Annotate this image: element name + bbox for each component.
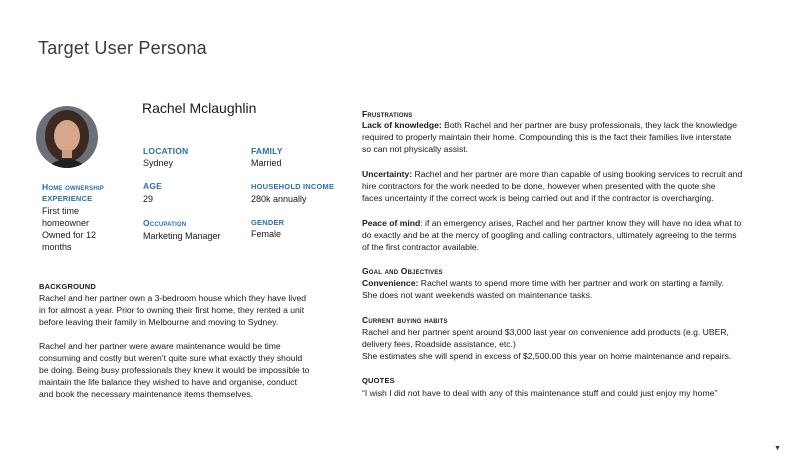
buying-habits-paragraph [362,326,782,362]
caret-down-icon[interactable]: ▼ [774,445,781,452]
home-ownership-value-4: months [42,242,72,252]
goals-lead: Convenience: [362,278,419,288]
buying-habits-heading: Current buying habits [362,315,448,325]
home-ownership-value-2: homeowner [42,218,90,228]
frustrations-heading: Frustrations [362,109,413,119]
family-value: Married [251,158,282,168]
goals-line: She does not want weekends wasted on maintenance tasks. [362,290,593,300]
persona-avatar [36,106,98,168]
background-line: Rachel and her partner were aware maintenance would be time [39,341,281,351]
frustration-peace-line: do exactly and be at the mercy of googling and calling contractors, ultimately agreeing to the terms [362,230,737,240]
frustration-knowledge-line: Both Rachel and her partner are busy professionals, they lack the knowledge [441,120,737,130]
background-line: and book the necessary maintenance items themselves. [39,389,254,399]
frustration-peace-line: : if an emergency arises, Rachel and her partner know they will have no idea what to [420,218,742,228]
age-label: AGE [143,181,163,191]
location-value: Sydney [143,158,174,168]
gender-label: GENDER [251,218,285,227]
age-value: 29 [143,194,154,204]
background-line: be doing. Being busy professionals they knew it would be impossible to [39,365,310,375]
frustration-uncertainty-lead: Uncertainty: [362,169,413,179]
frustration-knowledge-line: required to properly maintain their home. Compounding this is the fact their families live interstate [362,132,732,142]
buying-line: Rachel and her partner spent around $3,000 last year on convenience add products (e.g. UBER, [362,327,729,337]
frustration-uncertainty-line: hire contractors for the work needed to be done, however when presented with the quote she [362,181,716,191]
occupation-value: Marketing Manager [143,231,221,241]
background-line: consuming and costly but weren’t quite sure what exactly they should [39,353,303,363]
buying-line: She estimates she will spend in excess of $2,500.00 this year on home maintenance and repairs. [362,351,732,361]
home-ownership-value-1: First time [42,206,79,216]
page-title: Target User Persona [38,38,207,58]
background-line: maintain the life balance they wished to have and organise, conduct [39,377,297,387]
household-income-value: 280k annually [251,194,307,204]
frustration-knowledge-line: so can not physically assist. [362,144,469,154]
persona-name: Rachel Mclaughlin [142,100,257,116]
background-line: in for almost a year. Prior to owning their first home, they rented a unit [39,305,305,315]
frustration-knowledge-lead: Lack of knowledge: [362,120,442,130]
frustration-knowledge [362,119,782,155]
goals-paragraph [362,277,782,301]
buying-line: delivery fees, Roadside assistance, etc.) [362,339,516,349]
home-ownership-label-2: EXPERIENCE [42,194,93,203]
background-line: before leaving their family in Melbourne and moving to Sydney. [39,317,279,327]
frustration-peace-lead: Peace of mind [362,218,421,228]
background-line: Rachel and her partner own a 3-bedroom house which they have lived [39,293,307,303]
background-heading: BACKGROUND [39,282,96,291]
quotes-heading: QUOTES [362,376,395,385]
frustration-peace-of-mind [362,217,782,253]
location-label: LOCATION [143,146,189,156]
home-ownership-value-3: Owned for 12 [42,230,97,240]
home-ownership-label-1: Home ownership [42,182,104,192]
background-paragraph-2 [39,340,339,400]
background-paragraph-1 [39,292,339,328]
occupation-label: Occupation [143,218,187,228]
frustration-uncertainty [362,168,782,204]
household-income-label: HOUSEHOLD INCOME [251,182,335,191]
frustration-peace-line: of the first contractor available. [362,242,480,252]
goals-line: Rachel wants to spend more time with her partner and work on starting a family. [418,278,724,288]
frustration-uncertainty-line: faces uncertainty if the correct work is being carried out and if the contractor is overcharging. [362,193,714,203]
goals-heading: Goal and Objectives [362,266,443,276]
gender-value: Female [251,229,282,239]
quote-text: “I wish I did not have to deal with any of this maintenance stuff and could just enjoy my home” [362,388,718,398]
frustration-uncertainty-line: Rachel and her partner are more than capable of using booking services to recruit and [412,169,743,179]
family-label: FAMILY [251,146,283,156]
